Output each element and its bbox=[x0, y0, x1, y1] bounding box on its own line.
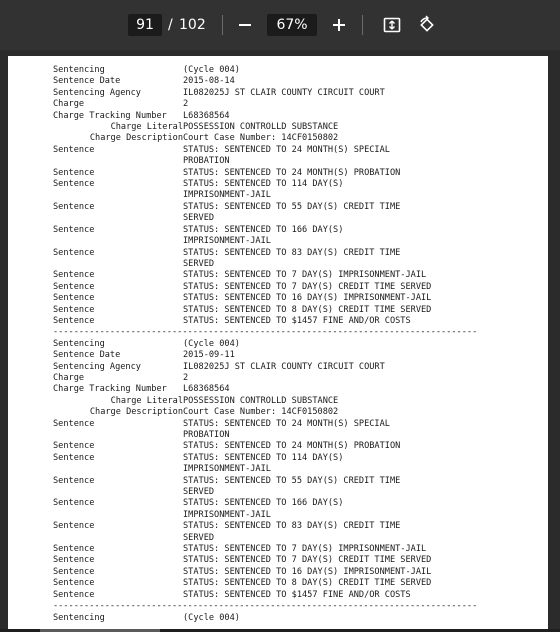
sentence-row bbox=[53, 453, 533, 464]
charge-row bbox=[53, 99, 533, 110]
sentencing-row bbox=[53, 65, 533, 76]
sentence-row bbox=[53, 282, 533, 293]
field-value: IL082025J ST CLAIR COUNTY CIRCUIT COURT bbox=[183, 87, 385, 98]
field-label: Sentence Date bbox=[53, 76, 121, 87]
field-value: STATUS: SENTENCED TO 114 DAY(S) bbox=[183, 452, 344, 463]
field-label bbox=[53, 533, 183, 544]
document-viewer[interactable] bbox=[0, 50, 560, 632]
field-value: POSSESSION CONTROLLD SUBSTANCE bbox=[183, 122, 339, 133]
field-value: IMPRISONMENT-JAIL bbox=[183, 190, 271, 201]
field-value: SERVED bbox=[183, 532, 215, 543]
field-value: STATUS: SENTENCED TO 7 DAY(S) IMPRISONMENT-JAIL bbox=[183, 544, 427, 555]
field-value: STATUS: SENTENCED TO 7 DAY(S) IMPRISONMENT-JAIL bbox=[183, 270, 427, 281]
field-label: Sentence bbox=[53, 452, 95, 463]
field-label: Sentence bbox=[53, 555, 95, 566]
field-label: Sentence Date bbox=[53, 350, 121, 361]
field-label: Sentence bbox=[53, 167, 95, 178]
field-value: PROBATION bbox=[183, 156, 230, 167]
sentencing-row bbox=[53, 339, 533, 350]
field-label: Sentence bbox=[53, 201, 95, 212]
sentence-date-row bbox=[53, 76, 533, 87]
field-label bbox=[53, 259, 183, 270]
sentence-date-row bbox=[53, 350, 533, 361]
field-label: Sentence bbox=[53, 281, 95, 292]
sentence-row bbox=[53, 487, 533, 498]
record-divider: ---------------------------------------------------------------------------------- bbox=[53, 327, 478, 338]
rotate-icon bbox=[417, 15, 437, 35]
field-label: Charge Tracking Number bbox=[53, 110, 167, 121]
field-value: STATUS: SENTENCED TO 16 DAY(S) IMPRISONMENT-JAIL bbox=[183, 293, 432, 304]
fit-page-icon bbox=[382, 15, 402, 35]
sentencing-row bbox=[53, 613, 533, 624]
field-label: Sentence bbox=[53, 144, 95, 155]
sentence-row bbox=[53, 305, 533, 316]
field-value: IMPRISONMENT-JAIL bbox=[183, 236, 271, 247]
sentence-row bbox=[53, 236, 533, 247]
sentence-row bbox=[53, 316, 533, 327]
zoom-level-input[interactable]: 67% bbox=[267, 14, 317, 36]
field-value: STATUS: SENTENCED TO 7 DAY(S) CREDIT TIME SERVED bbox=[183, 281, 432, 292]
sentence-row bbox=[53, 213, 533, 224]
field-value: STATUS: SENTENCED TO 24 MONTH(S) PROBATION bbox=[183, 441, 401, 452]
charge-literal-row bbox=[53, 396, 533, 407]
field-value: 2015-08-14 bbox=[183, 76, 235, 87]
field-value: STATUS: SENTENCED TO 166 DAY(S) bbox=[183, 498, 344, 509]
field-label: Sentence bbox=[53, 304, 95, 315]
rotate-button[interactable] bbox=[414, 12, 440, 38]
tracking-number-row bbox=[53, 384, 533, 395]
charge-description-row bbox=[53, 133, 533, 144]
sentence-row bbox=[53, 567, 533, 578]
field-label: Sentence bbox=[53, 247, 95, 258]
field-label bbox=[53, 236, 183, 247]
field-value: STATUS: SENTENCED TO 24 MONTH(S) PROBATION bbox=[183, 167, 401, 178]
field-value: 2 bbox=[183, 99, 189, 110]
field-value: SERVED bbox=[183, 213, 215, 224]
field-value: 2015-09-11 bbox=[183, 350, 235, 361]
field-value: STATUS: SENTENCED TO 24 MONTH(S) SPECIAL bbox=[183, 418, 390, 429]
plus-icon bbox=[331, 17, 347, 33]
field-value: STATUS: SENTENCED TO 114 DAY(S) bbox=[183, 179, 344, 190]
field-label: Sentencing bbox=[53, 65, 105, 75]
sentence-row bbox=[53, 555, 533, 566]
sentence-row bbox=[53, 225, 533, 236]
field-value: Court Case Number: 14CF0150802 bbox=[183, 133, 339, 144]
field-label: Charge Description bbox=[89, 133, 183, 144]
sentence-row bbox=[53, 259, 533, 270]
rap-sheet-text bbox=[53, 65, 533, 624]
field-label: Charge bbox=[53, 372, 85, 383]
sentence-row bbox=[53, 498, 533, 509]
field-value: (Cycle 004) bbox=[183, 65, 240, 75]
field-value: STATUS: SENTENCED TO 55 DAY(S) CREDIT TIME bbox=[183, 201, 401, 212]
agency-row bbox=[53, 362, 533, 373]
sentence-row bbox=[53, 202, 533, 213]
field-label: Sentencing Agency bbox=[53, 87, 141, 98]
field-label bbox=[53, 430, 183, 441]
sentence-row bbox=[53, 248, 533, 259]
sentence-row bbox=[53, 441, 533, 452]
field-value: POSSESSION CONTROLLD SUBSTANCE bbox=[183, 395, 339, 406]
field-value: STATUS: SENTENCED TO 55 DAY(S) CREDIT TIME bbox=[183, 475, 401, 486]
field-value: STATUS: SENTENCED TO 83 DAY(S) CREDIT TIME bbox=[183, 521, 401, 532]
charge-literal-row bbox=[53, 122, 533, 133]
sentence-row bbox=[53, 430, 533, 441]
field-label: Sentence bbox=[53, 270, 95, 281]
field-label bbox=[53, 190, 183, 201]
field-value: STATUS: SENTENCED TO $1457 FINE AND/OR COSTS bbox=[183, 315, 411, 326]
field-value: Court Case Number: 14CF0150802 bbox=[183, 407, 339, 418]
field-label: Sentence bbox=[53, 578, 95, 589]
field-label: Sentence bbox=[53, 418, 95, 429]
sentence-row bbox=[53, 168, 533, 179]
field-value: 2 bbox=[183, 372, 189, 383]
tracking-number-row bbox=[53, 111, 533, 122]
field-value: STATUS: SENTENCED TO 24 MONTH(S) SPECIAL bbox=[183, 144, 390, 155]
sentence-row bbox=[53, 533, 533, 544]
field-label: Charge Literal bbox=[110, 395, 183, 406]
field-label: Sentence bbox=[53, 293, 95, 304]
sentence-row bbox=[53, 419, 533, 430]
field-label: Sentencing bbox=[53, 338, 105, 349]
zoom-in-button[interactable] bbox=[326, 12, 352, 38]
sentence-row bbox=[53, 590, 533, 601]
page-separator: / bbox=[168, 17, 173, 33]
total-pages: 102 bbox=[179, 17, 206, 33]
field-label: Sentence bbox=[53, 544, 95, 555]
field-label bbox=[53, 464, 183, 475]
field-label: Charge Description bbox=[89, 407, 183, 418]
agency-row bbox=[53, 88, 533, 99]
pdf-toolbar bbox=[0, 0, 560, 50]
sentence-row bbox=[53, 190, 533, 201]
field-label: Charge Literal bbox=[110, 122, 183, 133]
sentence-row bbox=[53, 521, 533, 532]
field-label: Sentence bbox=[53, 224, 95, 235]
field-label: Sentence bbox=[53, 498, 95, 509]
sentence-row bbox=[53, 145, 533, 156]
field-label bbox=[53, 156, 183, 167]
field-label: Charge Tracking Number bbox=[53, 384, 167, 395]
field-label bbox=[53, 487, 183, 498]
sentence-row bbox=[53, 578, 533, 589]
toolbar-divider bbox=[222, 15, 223, 35]
field-label bbox=[53, 510, 183, 521]
charge-row bbox=[53, 373, 533, 384]
field-value: SERVED bbox=[183, 258, 215, 269]
zoom-out-button[interactable] bbox=[232, 12, 258, 38]
field-value: STATUS: SENTENCED TO 8 DAY(S) CREDIT TIME SERVED bbox=[183, 578, 432, 589]
field-label: Sentence bbox=[53, 521, 95, 532]
field-label: Sentence bbox=[53, 475, 95, 486]
field-label: Sentence bbox=[53, 315, 95, 326]
field-value: IMPRISONMENT-JAIL bbox=[183, 509, 271, 520]
field-value: PROBATION bbox=[183, 430, 230, 440]
page-number-input[interactable]: 91 bbox=[128, 14, 162, 36]
field-label: Sentence bbox=[53, 441, 95, 452]
field-value: IL082025J ST CLAIR COUNTY CIRCUIT COURT bbox=[183, 361, 385, 372]
minus-icon bbox=[237, 17, 253, 33]
record-divider: ---------------------------------------------------------------------------------- bbox=[53, 601, 478, 612]
field-value: IMPRISONMENT-JAIL bbox=[183, 464, 271, 475]
sentence-row bbox=[53, 270, 533, 281]
field-value: SERVED bbox=[183, 487, 215, 498]
field-label bbox=[53, 213, 183, 224]
field-value: STATUS: SENTENCED TO 8 DAY(S) CREDIT TIME SERVED bbox=[183, 304, 432, 315]
toolbar-divider bbox=[362, 15, 363, 35]
field-value: L68368564 bbox=[183, 110, 230, 121]
field-value: (Cycle 004) bbox=[183, 338, 240, 349]
field-label: Sentence bbox=[53, 589, 95, 600]
sentence-row bbox=[53, 544, 533, 555]
sentence-row bbox=[53, 156, 533, 167]
sentence-row bbox=[53, 464, 533, 475]
field-value: STATUS: SENTENCED TO 166 DAY(S) bbox=[183, 224, 344, 235]
field-value: (Cycle 004) bbox=[183, 612, 240, 623]
fit-to-page-button[interactable] bbox=[379, 12, 405, 38]
field-value: STATUS: SENTENCED TO 16 DAY(S) IMPRISONMENT-JAIL bbox=[183, 566, 432, 577]
field-label: Sentencing Agency bbox=[53, 361, 141, 372]
pdf-page bbox=[8, 56, 548, 632]
field-label: Sentence bbox=[53, 566, 95, 577]
charge-description-row bbox=[53, 407, 533, 418]
sentence-row bbox=[53, 476, 533, 487]
field-value: L68368564 bbox=[183, 384, 230, 395]
field-value: STATUS: SENTENCED TO 83 DAY(S) CREDIT TIME bbox=[183, 247, 401, 258]
sentence-row bbox=[53, 510, 533, 521]
field-value: STATUS: SENTENCED TO $1457 FINE AND/OR COSTS bbox=[183, 589, 411, 600]
field-value: STATUS: SENTENCED TO 7 DAY(S) CREDIT TIME SERVED bbox=[183, 555, 432, 566]
sentence-row bbox=[53, 179, 533, 190]
field-label: Sentence bbox=[53, 179, 95, 190]
field-label: Sentencing bbox=[53, 612, 105, 623]
field-label: Charge bbox=[53, 99, 85, 110]
sentence-row bbox=[53, 293, 533, 304]
